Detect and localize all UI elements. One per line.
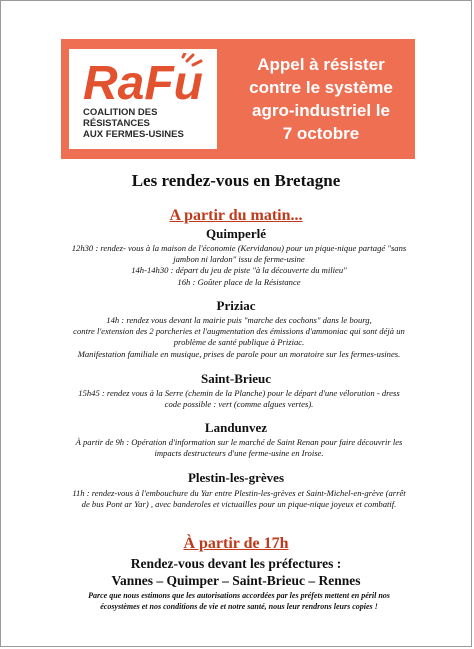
location-quimperle: Quimperlé xyxy=(206,226,266,241)
detail-line: de bus Pont ar Yar) , avec banderoles et victuailles pour un pique-nique joyeux et combatif. xyxy=(81,499,397,510)
banner-title-line: agro-industriel le xyxy=(252,101,390,120)
location-plestin-les-greves: Plestin-les-grèves xyxy=(187,470,285,485)
morning-heading: A partir du matin... xyxy=(169,207,303,224)
location-saint-brieuc-details xyxy=(45,388,433,410)
page-title: Les rendez-vous en Bretagne xyxy=(131,171,341,190)
logo-line: COALITION DES xyxy=(83,107,158,118)
location-saint-brieuc: Saint-Brieuc xyxy=(200,371,272,386)
logo-wordmark: RaFu xyxy=(83,57,203,109)
logo-subtitle xyxy=(83,107,215,140)
detail-line: jambon ni lardon" issu de ferme-usine xyxy=(173,254,305,265)
location-landunvez-details xyxy=(45,437,433,459)
detail-line: impacts destructeurs d'une ferme-usine en Iroise. xyxy=(154,448,324,459)
rafu-logo-icon xyxy=(79,53,207,109)
detail-line: À partir de 9h : Opération d'information sur le marché de Saint Renan pour faire découvrir les xyxy=(75,437,403,447)
closing-line: Parce que nous estimons que les autorisations accordées par les préfets mettent en péril nos xyxy=(88,591,390,600)
detail-line: 15h45 : rendez vous à la Serre (chemin de la Planche) pour le départ d'une vélorution - dress xyxy=(78,388,400,398)
detail-line: contre l'extension des 2 porcheries et l'augmentation des émissions d'ammoniac qui sont déjà un xyxy=(73,326,405,337)
prefectures-cities: Vannes – Quimper – Saint-Brieuc – Rennes xyxy=(111,573,361,588)
closing-statement xyxy=(45,591,433,612)
detail-line: 12h30 : rendez- vous à la maison de l'économie (Kervidanou) pour un pique-nique partagé "sans xyxy=(71,243,407,253)
banner-title xyxy=(231,53,411,145)
header-banner xyxy=(61,39,415,159)
logo-line: RÉSISTANCES xyxy=(83,118,150,129)
detail-line: Manifestation familiale en musique, prises de parole pour un moratoire sur les fermes-usines. xyxy=(77,348,401,359)
location-landunvez: Landunvez xyxy=(204,420,268,435)
logo-line: AUX FERMES-USINES xyxy=(83,129,184,140)
rafu-logo xyxy=(69,49,217,149)
location-priziac: Priziac xyxy=(216,298,256,313)
banner-title-line: 7 octobre xyxy=(282,124,360,143)
detail-line: 16h : Goûter place de la Résistance xyxy=(177,276,301,287)
banner-title-line: contre le système xyxy=(249,78,393,97)
detail-line: code possible : vert (comme algues vertes). xyxy=(164,399,314,410)
banner-title-line: Appel à résister xyxy=(257,55,385,74)
location-quimperle-details xyxy=(45,243,433,288)
detail-line: 14h : rendez vous devant la mairie puis "marche des cochons" dans le bourg, xyxy=(106,315,372,325)
prefectures-heading: Rendez-vous devant les préfectures : xyxy=(130,556,342,571)
location-priziac-details xyxy=(45,315,433,360)
location-plestin-les-greves-details xyxy=(45,488,433,510)
detail-line: problème de santé publique à Priziac. xyxy=(173,337,305,348)
detail-line: 11h : rendez-vous à l'embouchure du Yar entre Plestin-les-grèves et Saint-Michel-en-grève (arrêt xyxy=(72,488,406,498)
afternoon-heading: À partir de 17h xyxy=(183,535,289,552)
detail-line: 14h-14h30 : départ du jeu de piste "à la découverte du milieu" xyxy=(131,265,347,276)
closing-line: écosystèmes et nos conditions de vie et notre santé, nous leur rendrons leurs copies ! xyxy=(100,601,378,611)
